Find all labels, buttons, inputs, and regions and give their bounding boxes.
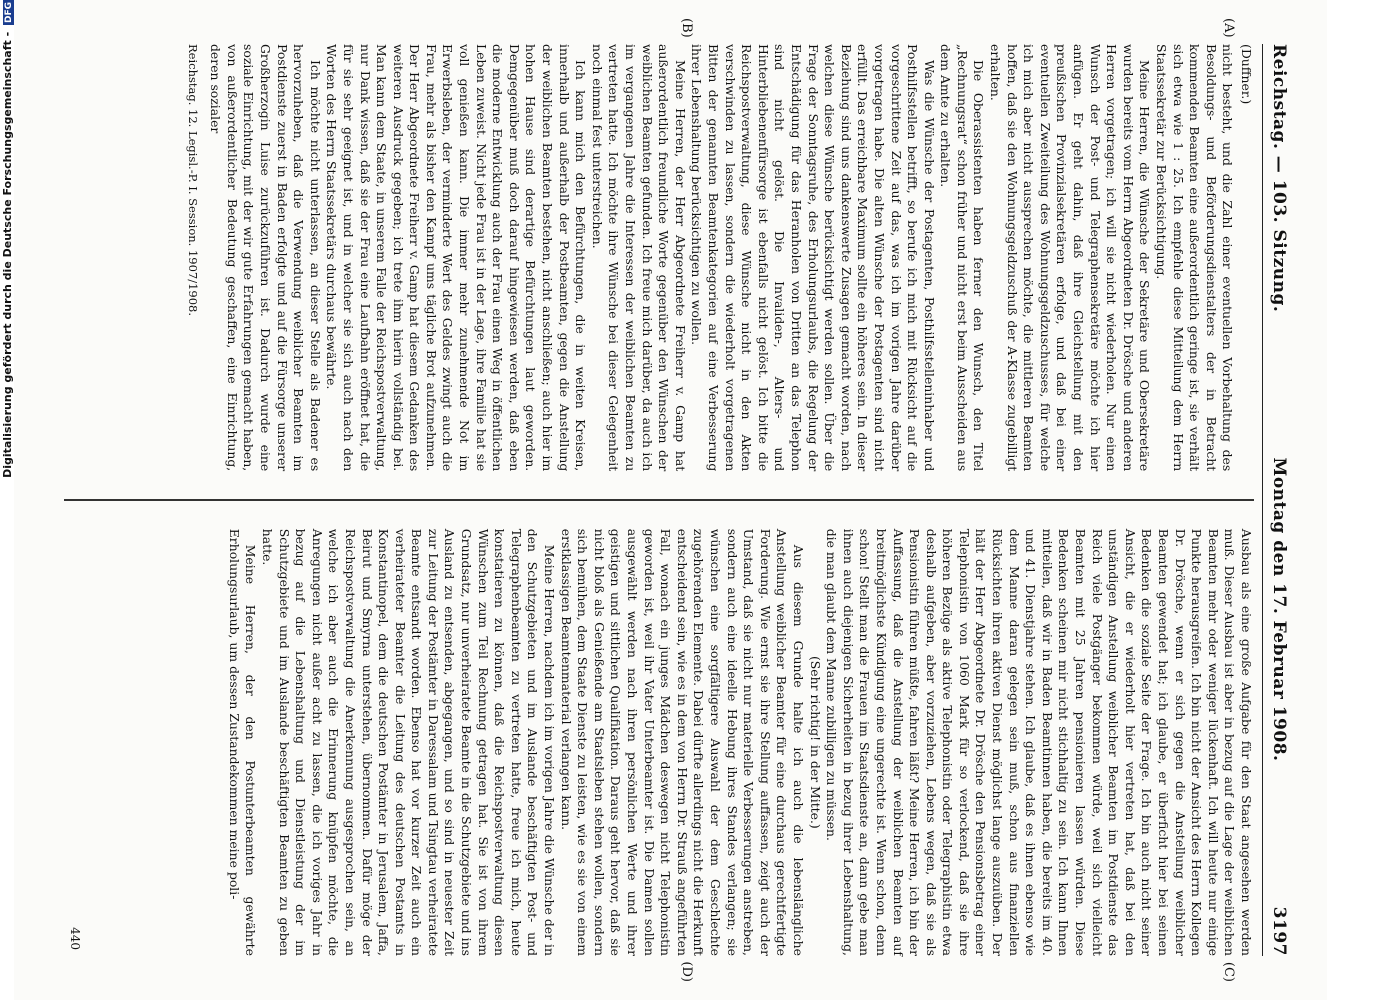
page-number: 3197 xyxy=(1269,906,1289,956)
running-head-left: Reichstag. — 103. Sitzung. xyxy=(1269,44,1289,313)
margin-marker-b: (B) xyxy=(679,18,694,38)
speaker-name: (Duffner.) xyxy=(1239,44,1254,105)
applause-note: (Sehr richtig! in der Mitte.) xyxy=(807,655,823,829)
right-column xyxy=(64,528,1254,982)
paragraph: Meine Herren, nachdem ich im vorigen Jahre die Wünsche der in den Schutzgebieten und im Auslande beschäftigten Post- und Telegraphenbeamten zu vertreten hatte, freue ich mich, heute konstatieren zu können, daß die Reichspostverwaltung diesen Wünschen zum Teil Rechnung getragen hat. Sie ist von ihrem Grundsatz, nur unverheiratete Beamte in die Schutzgebiete und ins Ausland zu entsenden, abgegangen, und so sind in neuester Zeit zur Leitung der Postämter in Daressalam und Tsingtau verheiratete Beamte entsandt worden. Ebenso hat vor kurzer Zeit auch ein verheirateter Beamter die Leitung des deutschen Postamts in Konstantinopel, dem die deutschen Postämter in Jerusalem, Jaffa, Beirut und Smyrna unterstehen, übernommen. Dafür möge der Reichspostverwaltung die Anerkennung ausgesprochen sein, an welche ich aber auch die Erinnerung knüpfen möchte, die Anregungen nicht außer acht zu lassen, die ich voriges Jahr in bezug auf die Lebenshaltung und Dienstleistung der im Schutzgebiete und im Auslande beschäftigten Beamten zu geben hatte. xyxy=(259,528,558,956)
running-head xyxy=(1262,44,1289,956)
paragraph: Was die Wünsche der Postagenten, Posthilfsstelleninhaber und Posthilfsstellen betrifft, so berufe ich mich mit Rücksicht auf die vorgeschrittene Zeit auf das, was ich im vorigen Jahre darüber vorgetragen habe. Die alten Wünsche der Postagenten sind nicht erfüllt. Das erreichbare Maximum sollte ein höheres sein. In dieser Beziehung sind uns dankenswerte Zusagen gemacht worden, nach welchen diese Wünsche berücksichtigt werden sollen. Über die Frage der Sonntagsruhe, des Erholungsurlaubs, die Regelung der Entschädigung für das Heranholen von Dritten an das Telephon sind nicht gelöst. Die Invaliden-, Alters- und Hinterbliebenenfürsorge ist ebenfalls nicht gelöst. Ich bitte die Reichspostverwaltung, diese Wünsche nicht in den Akten verschwinden zu lassen, sondern die wiederholt vorgetragenen Bitten der genannten Beamtenkategorien auf eine Verbesserung ihrer Lebenshaltung berücksichtigen zu wollen. xyxy=(689,44,937,472)
margin-marker-d: (D) xyxy=(679,961,694,982)
paragraph: Aus diesem Grunde halte ich auch die lebenslängliche Anstellung weiblicher Beamter für eine durchaus gerechtfertigte Forderung. Wie ernst sie ihre Stellung auffassen, zeigt auch der Umstand, daß sie nicht nur materielle Verbesserungen anstreben, sondern auch eine ideelle Hebung ihres Standes verlangen; sie wünschen eine sorgfältigere Auswahl der dem Geschlechte zugehörenden Elemente. Dabei dürfte allerdings nicht die Herkunft entscheidend sein, wie es in dem von Herrn Dr. Strauß angeführten Fall, wonach ein junges Mädchen deswegen nicht Telephonistin geworden ist, weil ihr Vater Unterbeamter ist. Die Damen sollen ausgewählt werden nach ihren persönlichen Werte und ihrer geistigen und sittlichen Qualifikation. Daraus geht hervor, daß sie nicht bloß als Genießende am Staatsleben stehen wollen, sondern sich bemühen, dem Staate Dienste zu leisten, wie es sie von einem erstklassigen Beamtenmaterial verlangen kann. xyxy=(558,528,806,956)
dfg-logo: DFG xyxy=(4,2,14,24)
paragraph: nicht besteht, und die Zahl einer eventuellen Vorbehaltung des Besoldungs- und Beförderungsdienstalters der in Betracht kommenden Beamten eine außerordentlich geringe ist, sie verhält sich etwa wie 1 : 25. Ich empfehle diese Mitteilung dem Herrn Staatssekretär zur Berücksichtigung. xyxy=(1154,44,1236,472)
credit-text: Digitalisierung gefördert durch die Deutsche Forschungsgemeinschaft - xyxy=(1,31,14,478)
margin-marker-c: (C) xyxy=(1221,961,1236,982)
scanned-page xyxy=(14,0,1327,1000)
folio-number: 440 xyxy=(67,927,82,950)
running-head-date: Montag den 17. Februar 1908. xyxy=(1269,457,1289,762)
paragraph: Ich kann mich den Befürchtungen, die in weiten Kreisen, innerhalb und außerhalb der Postbeamten, gegen die Anstellung der weiblichen Beamten bestehen, nicht anschließen; auch hier im hohen Hause sind derartige Befürchtungen laut geworden. Demgegenüber muß doch darauf hingewiesen werden, daß eben die moderne Entwicklung auch der Frau einen Weg in öffentlichen Leben zuweist. Nicht jede Frau ist in der Lage, ihre Familie hat sie voll genießen kann. Die immer mehr zunehmende Not im Erwerbsleben, der verminderte Wert des Geldes zwingt auch die Frau, mehr als bisher den Kampf ums tägliche Brot aufzunehmen. Der Herr Abgeordnete Freiherr v. Gamp hat diesem Gedanken des weiteren Ausdruck gegeben; ich trete ihm hierin vollständig bei. Man kann dem Staate, in unserem Falle der Reichspostverwaltung, nur Dank wissen, daß sie der Frau eine Laufbahn eröffnet hat, die für sie sehr geeignet ist, und in welcher sie sich auch nach den Worten des Herrn Staatssekretärs durchaus bewährte. xyxy=(324,44,589,472)
paragraph: Meine Herren, der den Postunterbeamten gewährte Erholungsurlaub, um dessen Zustandekommen meine poli- xyxy=(226,528,259,956)
text-columns xyxy=(64,18,1254,982)
paragraph: Ich möchte nicht unterlassen, an dieser Stelle als Badener es hervorzuheben, daß die Verwendung weiblicher Beamten im Postdienste zuerst in Baden erfolgte und auf die Fürsorge unserer Großherzogin Luise zurückzuführen ist. Dadurch wurde eine soziale Einrichtung, mit der wir gute Erfahrungen gemacht haben, von außerordentlicher Bedeutung geschaffen, eine Einrichtung, deren sozialer xyxy=(208,44,323,472)
paragraph: Meine Herren, der Herr Abgeordnete Freiherr v. Gamp hat außerordentlich freundliche Worte gegenüber den Wünschen der weiblichen Beamten gefunden. Ich freue mich darüber, da auch ich im vergangenen Jahre die Interessen der weiblichen Beamten zu vertreten hatte. Ich möchte ihre Wünsche bei dieser Gelegenheit noch einmal fest unterstreichen. xyxy=(589,44,688,472)
paragraph: Die Oberassistenten haben ferner den Wunsch, den Titel „Rechnungsrat“ schon früher und nicht erst beim Ausscheiden aus dem Amte zu erhalten. xyxy=(938,44,987,472)
paragraph: Ausbau als eine große Aufgabe für den Staat angesehen werden muß. Dieser Ausbau ist aber in bezug auf die Lage der weiblichen Beamten mehr oder weniger lückenhaft. Ich will heute nur einige Punkte herausgreifen. Ich bin nicht der Ansicht des Herrn Kollegen Dr. Drösche, wenn er sich gegen die Anstellung weiblicher Beamten gewendet hat; ich glaube, er überficht hier bei seinen Bedenken die soziale Seite der Frage. Ich bin auch nicht seiner Ansicht, die er wiederholt hier vertreten hat, daß bei den unständigen Anstellung weiblicher Beamten im Postdienste das Reich viele Postgänger bekommen würde, weil sich vielleicht Beamten mit 25 Jahren pensionieren lassen würden. Diese Bedenken scheinen mir nicht stichhaltig zu sein. Ich kann Ihnen mitteilen, daß wir in Baden Beamtinnen haben, die bereits im 40. und 41. Dienstjahre stehen. Ich glaube, daß es ihnen ebenso wie dem Manne daran gelegen sein muß, schon aus finanziellen Rücksichten ihren aktiven Dienst möglichst lange auszuüben. Der hält der Herr Abgeordnete Dr. Drösche den Pensionsbetrag einer Telephonistin von 1060 Mark für so verlockend, daß sie ihre höheren Bezüge als aktive Telephonistin oder Telegraphistin etwa deshalb aufgeben, aber vorzuziehen, Lebens wegen, daß sie als Pensionistin führen müßte, fahren läßt? Meine Herren, ich bin der Auffassung, daß die Anstellung der weiblichen Beamten auf breitmöglichste Kündigung eine ungerechte ist. Wenn schon, denn schon! Stellt man die Frauen im Staatsdienste an, dann gebe man ihnen auch diejenigen Sicherheiten in bezug ihrer Lebenshaltung, die man glaubt dem Manne zubilligen zu müssen. xyxy=(824,528,1254,956)
paragraph: Meine Herren, die Wünsche der Sekretäre und Obersekretäre wurden bereits vom Herrn Abgeordneten Dr. Drösche und anderen Herren vorgetragen; ich will sie nicht wiederholen. Nur einen Wunsch der Post- und Telegraphensekretäre möchte ich hier anfügen. Er geht dahin, daß ihre Gleichstellung mit den preußischen Provinzialsekretären erfolge, und daß bei einer eventuellen Zweiteilung des Wohnungsgeldzuschusses, für welche ich mich aber nicht aussprechen möchte, die mittleren Beamten hoffen, daß sie den Wohnungsgeldzuschuß der A-Klasse zugebilligt erhalten. xyxy=(988,44,1153,472)
page-footer: Reichstag. 12. Legisl.-P. I. Session. 1907/1908. xyxy=(185,44,200,317)
left-column xyxy=(64,18,1254,472)
column-divider xyxy=(64,499,1254,501)
margin-marker-a: (A) xyxy=(1221,18,1236,38)
